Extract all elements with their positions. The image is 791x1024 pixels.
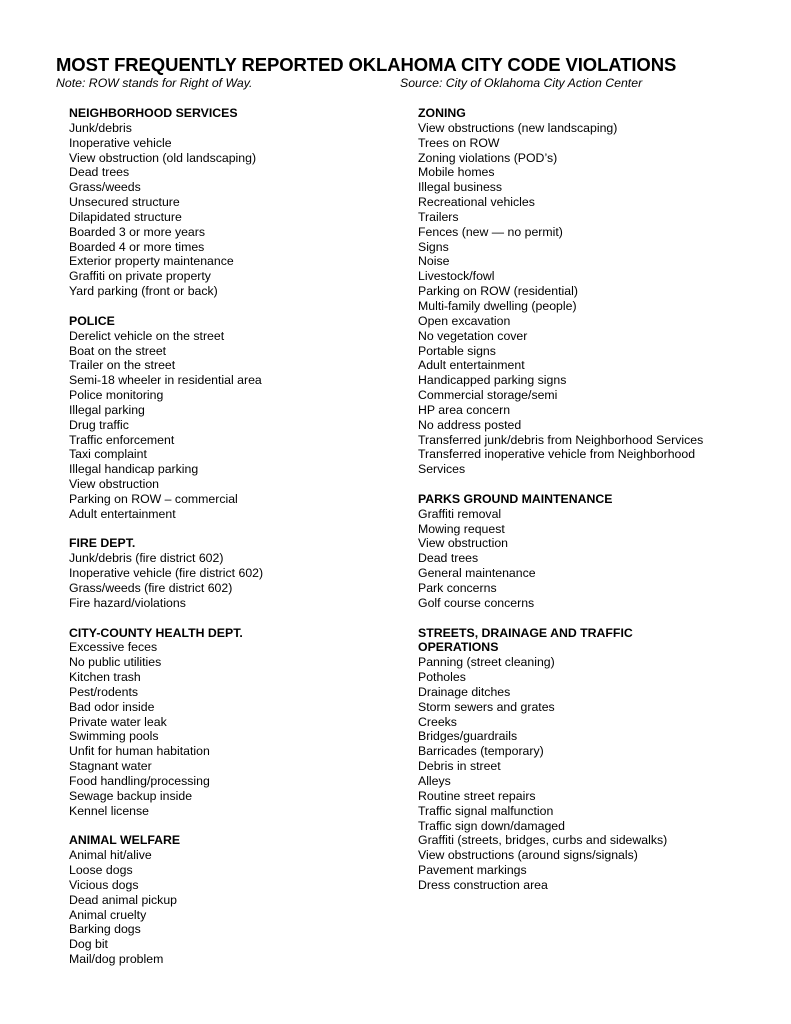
section-heading: NEIGHBORHOOD SERVICES	[69, 106, 238, 120]
list-item: Illegal business	[418, 180, 503, 195]
list-item: Portable signs	[418, 343, 496, 358]
list-item: Fences (new — no permit)	[418, 224, 563, 239]
list-item: Derelict vehicle on the street	[69, 328, 225, 343]
list-item: Junk/debris	[69, 120, 132, 135]
left-column	[69, 106, 389, 982]
list-item: Dress construction area	[418, 877, 548, 892]
section	[69, 106, 389, 299]
list-item: General maintenance	[418, 566, 536, 581]
list-item: Boarded 4 or more times	[69, 239, 205, 254]
list-item: Pest/rodents	[69, 684, 139, 699]
section-heading: ZONING	[418, 106, 466, 120]
page-title: MOST FREQUENTLY REPORTED OKLAHOMA CITY CODE VIOLATIONS	[56, 54, 677, 75]
list-item: Transferred junk/debris from Neighborhood Services	[418, 432, 704, 447]
list-item: Dead trees	[69, 165, 130, 180]
list-item: Loose dogs	[69, 863, 133, 878]
list-item: No vegetation cover	[418, 328, 528, 343]
list-item: Graffiti removal	[418, 506, 502, 521]
list-item: Storm sewers and grates	[418, 699, 555, 714]
list-item: Routine street repairs	[418, 788, 536, 803]
list-item: Barricades (temporary)	[418, 744, 544, 759]
list-item: Graffiti on private property	[69, 269, 211, 284]
list-item: Unsecured structure	[69, 195, 180, 210]
list-item: Fire hazard/violations	[69, 595, 186, 610]
list-item: Parking on ROW (residential)	[418, 284, 578, 299]
list-item: Food handling/processing	[69, 773, 210, 788]
list-item: Exterior property maintenance	[69, 254, 234, 269]
list-item: Drainage ditches	[418, 684, 511, 699]
list-item: Grass/weeds (fire district 602)	[69, 581, 233, 595]
list-item: Graffiti (streets, bridges, curbs and sidewalks)	[418, 833, 668, 848]
list-item: HP area concern	[418, 402, 511, 417]
list-item: Excessive feces	[69, 640, 158, 655]
list-item: View obstructions (around signs/signals)	[418, 848, 638, 863]
section-heading: ANIMAL WELFARE	[69, 833, 181, 848]
list-item: Potholes	[418, 670, 466, 685]
list-item: Junk/debris (fire district 602)	[69, 551, 224, 566]
list-item: Pavement markings	[418, 863, 527, 878]
list-item: Traffic enforcement	[69, 432, 175, 447]
list-item: Recreational vehicles	[418, 195, 535, 210]
list-item: Yard parking (front or back)	[69, 284, 218, 299]
section	[69, 626, 389, 819]
list-item: Dilapidated structure	[69, 209, 182, 224]
list-item: Mail/dog problem	[69, 952, 164, 967]
list-item: Dead animal pickup	[69, 892, 178, 907]
list-item: Zoning violations (POD’s)	[418, 150, 558, 165]
list-item: Mobile homes	[418, 165, 495, 180]
section-heading: CITY-COUNTY HEALTH DEPT.	[69, 625, 243, 640]
list-item: Traffic sign down/damaged	[418, 818, 565, 833]
list-item: Taxi complaint	[69, 447, 147, 462]
list-item: View obstruction	[418, 536, 508, 551]
note-text: Note: ROW stands for Right of Way.	[56, 76, 253, 90]
list-item: Kitchen trash	[69, 670, 141, 685]
list-item: Animal hit/alive	[69, 848, 152, 863]
list-item: Unfit for human habitation	[69, 744, 210, 759]
list-item: Panning (street cleaning)	[418, 655, 555, 670]
list-item: Drug traffic	[69, 417, 129, 432]
list-item: Dead trees	[418, 551, 479, 566]
list-item: Adult entertainment	[418, 358, 525, 373]
list-item: No public utilities	[69, 655, 162, 670]
list-item: Animal cruelty	[69, 907, 147, 922]
list-item: Adult entertainment	[69, 506, 176, 521]
list-item: Semi-18 wheeler in residential area	[69, 373, 262, 388]
section-heading: POLICE	[69, 313, 115, 328]
list-item: Livestock/fowl	[418, 269, 495, 284]
list-item: Handicapped parking signs	[418, 373, 567, 388]
list-item: Open excavation	[418, 313, 511, 328]
list-item: Park concerns	[418, 581, 497, 595]
list-item: View obstructions (new landscaping)	[418, 120, 618, 135]
list-item: Swimming pools	[69, 729, 159, 744]
list-item: Bad odor inside	[69, 699, 155, 714]
list-item: Vicious dogs	[69, 877, 139, 892]
list-item: Mowing request	[418, 521, 505, 536]
list-item: Trailers	[418, 209, 459, 224]
list-item: Debris in street	[418, 759, 501, 774]
list-item: Boat on the street	[69, 343, 167, 358]
list-item: Private water leak	[69, 714, 167, 729]
list-item: Grass/weeds	[69, 180, 141, 195]
list-item: Sewage backup inside	[69, 788, 193, 803]
list-item: Barking dogs	[69, 922, 141, 937]
list-item: Police monitoring	[69, 388, 164, 403]
list-item: View obstruction (old landscaping)	[69, 150, 257, 165]
section	[69, 536, 389, 610]
list-item: Alleys	[418, 773, 451, 788]
list-item: Illegal handicap parking	[69, 462, 199, 477]
source-text: Source: City of Oklahoma City Action Center	[400, 76, 643, 90]
list-item: Trees on ROW	[418, 135, 500, 150]
list-item: Creeks	[418, 714, 457, 729]
list-item: Kennel license	[69, 803, 149, 818]
right-column	[418, 106, 748, 908]
list-item: Parking on ROW – commercial	[69, 491, 238, 506]
list-item: Dog bit	[69, 937, 108, 952]
section	[69, 833, 389, 967]
section-heading: FIRE DEPT.	[69, 536, 136, 551]
list-item: Traffic signal malfunction	[418, 803, 554, 818]
list-item: Golf course concerns	[418, 595, 535, 610]
list-item: Inoperative vehicle	[69, 135, 172, 150]
list-item: Signs	[418, 239, 449, 254]
list-item: Trailer on the street	[69, 358, 176, 373]
list-item: Illegal parking	[69, 402, 145, 417]
section	[418, 106, 748, 477]
section-heading: PARKS GROUND MAINTENANCE	[418, 491, 613, 506]
list-item: Inoperative vehicle (fire district 602)	[69, 566, 264, 581]
list-item: Bridges/guardrails	[418, 729, 518, 744]
list-item: Transferred inoperative vehicle from Neighborhood Services	[418, 447, 696, 477]
section	[418, 626, 748, 893]
section	[69, 314, 389, 522]
list-item: Multi-family dwelling (people)	[418, 298, 577, 313]
list-item: Stagnant water	[69, 759, 152, 774]
list-item: Commercial storage/semi	[418, 388, 558, 403]
section	[418, 492, 748, 611]
list-item: View obstruction	[69, 477, 159, 492]
list-item: No address posted	[418, 417, 522, 432]
section-heading: STREETS, DRAINAGE AND TRAFFIC OPERATIONS	[418, 625, 633, 655]
list-item: Noise	[418, 254, 450, 269]
list-item: Boarded 3 or more years	[69, 224, 206, 239]
